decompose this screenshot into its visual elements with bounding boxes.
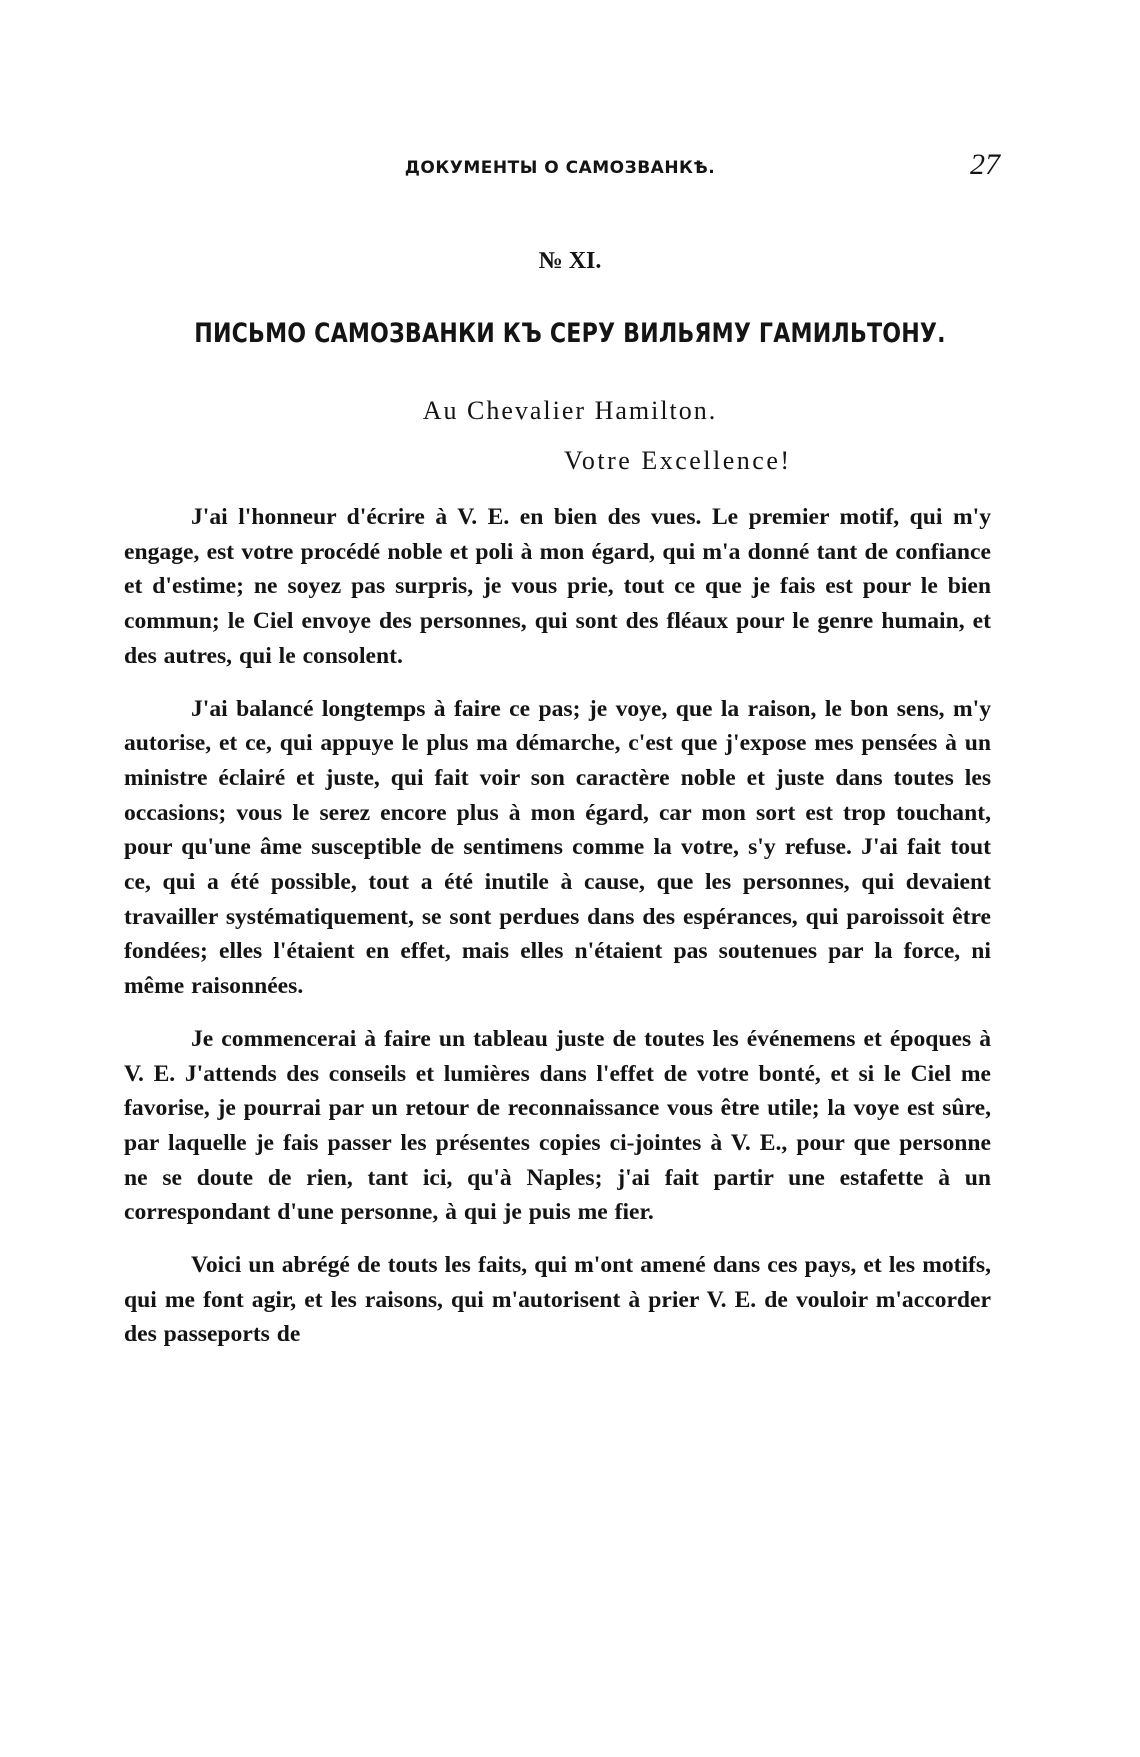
document-number: № XI. bbox=[538, 248, 602, 274]
paragraph-1: J'ai l'honneur d'écrire à V. E. en bien des vues. Le premier motif, qui m'y engage, est votre procédé noble et poli à mon égard, qui m'a donné tant de confiance et d'estime; ne soyez pas surpris, je vous prie, tout ce que je fais est pour le bien commun; le Ciel envoye des personnes, qui sont des fléaux pour le genre humain, et des autres, qui le consolent. bbox=[124, 504, 991, 669]
paragraph-4: Voici un abrégé de touts les faits, qui m'ont amené dans ces pays, et les motifs, qui me font agir, et les raisons, qui m'autorisent à prier V. E. de vouloir m'accorder des passeports de bbox=[124, 1252, 991, 1348]
running-title: ДОКУМЕНТЫ О САМОЗВАНКѢ. bbox=[404, 158, 716, 178]
letter-body bbox=[124, 500, 991, 1370]
running-header bbox=[120, 148, 1000, 188]
document-heading: ПИСЬМО САМОЗВАНКИ КЪ СЕРУ ВИЛЬЯМУ ГАМИЛЬТОНУ. bbox=[194, 318, 946, 349]
paragraph-2: J'ai balancé longtemps à faire ce pas; je voye, que la raison, le bon sens, m'y autorise, et ce, qui appuye le plus ma démarche, c'est que j'expose mes pensées à un ministre éclairé et juste, qui fait voir son caractère noble et juste dans toutes les occasions; vous le serez encore plus à mon égard, car mon sort est trop touchant, pour qu'une âme susceptible de sentimens comme la votre, s'y refuse. J'ai fait tout ce, qui a été possible, tout a été inutile à cause, que les personnes, qui devaient travailler systématiquement, se sont perdues dans des espérances, qui paroissoit être fondées; elles l'étaient en effet, mais elles n'étaient pas soutenues par la force, ni même raisonnées. bbox=[124, 695, 991, 1000]
paragraph-3: Je commencerai à faire un tableau juste de toutes les événemens et époques à V. E. J'attends des conseils et lumières dans l'effet de votre bonté, et si le Ciel me favorise, je pourrai par un retour de reconnaissance vous être utile; la voye est sûre, par laquelle je fais passer les présentes copies ci-jointes à V. E., pour que personne ne se doute de rien, tant ici, qu'à Naples; j'ai fait partir une estafette à un correspondant d'une personne, à qui je puis me fier. bbox=[124, 1025, 991, 1226]
letter-salutation: Votre Excellence! bbox=[564, 446, 792, 475]
letter-addressee: Au Chevalier Hamilton. bbox=[422, 396, 718, 425]
page-number: 27 bbox=[970, 148, 1000, 181]
